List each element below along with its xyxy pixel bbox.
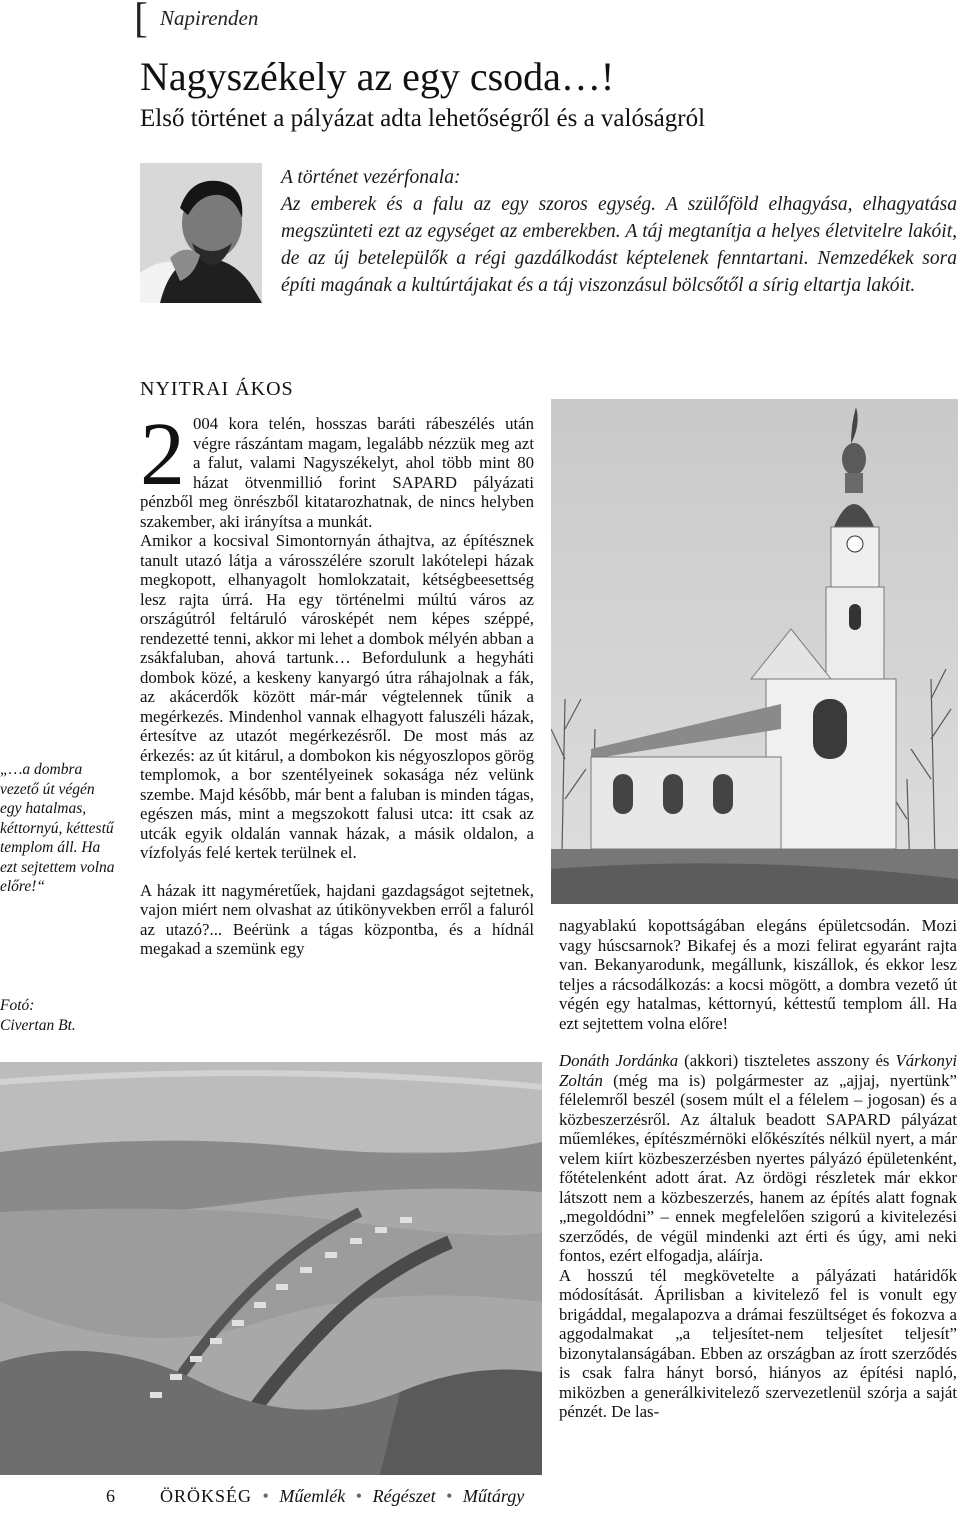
lead-heading: A történet vezérfonala: bbox=[281, 167, 461, 188]
paragraph-4: nagyablakú kopottságában elegáns épületcsodán. Mozi vagy húscsarnok? Bikafej és a mozi felirat egyaránt rajta van. Bekanyarodunk, megállunk, kiszállok, és ekkor lesz teljes a rácsodálkozás: a kocsi mögött, a dombra vezető út végén egy hatalmas, kéttornyú, kéttestű templom áll. Ha ezt sejtettem volna előre! bbox=[559, 916, 957, 1033]
photo-credit-label: Fotó: bbox=[0, 997, 35, 1014]
footer-section-3: Műtárgy bbox=[462, 1486, 525, 1506]
journal-footer bbox=[160, 1486, 524, 1507]
person-name: Donáth Jordánka bbox=[559, 1051, 679, 1070]
portrait-image bbox=[140, 163, 262, 303]
article-column-1 bbox=[140, 405, 534, 959]
aerial-image bbox=[0, 1062, 542, 1475]
lead-text: Az emberek és a falu az egy szoros egység. A szülőföld elhagyása, elhagyatása megszünteti ezt az egységet az emberekben. A táj megtanítja a helyes életvitelre lakóit, de az új betelepülők a régi gazdálkodást képtelenek fenntartani. Nemzedékek sora építi magának a kultúrtájakat és a táj viszonzásul bölcsőtől a sírig eltartja lakóit. bbox=[281, 194, 957, 296]
paragraph-2: Amikor a kocsival Simontornyán áthajtva, az építésznek tanult utazó látja a városszélére szorult lakótelepi házak megkopott, elhanyagolt homlokzatait, kétségbeesettség lesz rajta úrrá. Ha egy történelmi múltú város az országútról feltáruló városképét nem képes széppé, rendezetté tenni, akkor mi lehet a dombok mélyén abban a zsákfaluban, ahová tartunk… Befordulunk a hegyháti dombok közé, a keskeny kanyargó útra ráhajolnak a fák, az akácerdők között már-már végtelennek tűnik a megérkezés. Mindenhol vannak elhagyott faluszéli házak, értesítve az utazót megérkezésről. De most más az érkezés: az út kitárul, a dombokon kis négyoszlopos görög templomok, a bor szentélyeinek sokasága néz velünk szembe. Majd később, már bent a faluban is minden tágas, egészen más, mint a megszokott falusi utca: itt csak az utcák egyik oldalán vannak házak, a másik oldalon, a vízfolyás felé kertek terülnek el. bbox=[140, 531, 534, 862]
drop-cap: 2 bbox=[140, 405, 185, 504]
paragraph-1: 004 kora telén, hosszas baráti rábeszélés után végre rászántam magam, legalább nézzük meg azt a falut, valami Nagyszékelyt, ahol több mint 80 házat ötvenmillió forint SAPARD pályázati pénzből meg önrészből kitatarozhatnak, de nincs helyben szakember, aki irányítsa a munkát. bbox=[140, 414, 534, 531]
section-label: Napirenden bbox=[160, 6, 259, 30]
separator-dot: • bbox=[355, 1486, 363, 1506]
footer-section-1: Műemlék bbox=[279, 1486, 346, 1506]
photo-credit-name: Civertan Bt. bbox=[0, 1016, 76, 1034]
paragraph-6: A hosszú tél megkövetelte a pályázati határidők módosítását. Áprilisban a kivitelező fel is vonult egy brigáddal, megalapozva a drámai feszültséget és fokozva a aggodalmakat „a teljesítet-nem teljesítet teljesít” bizonytalanságában. Ebben az országban az írott szerződés is csak falra hányt borsó, hiányos az építési napló, miközben a generálkivitelező szervezetlenül szórja a saját pénzét. De las- bbox=[559, 1265, 957, 1421]
article-lead bbox=[281, 164, 957, 299]
article-subtitle: Első történet a pályázat adta lehetőségről és a valóságról bbox=[140, 105, 706, 132]
page-number: 6 bbox=[106, 1486, 115, 1506]
separator-dot: • bbox=[262, 1486, 269, 1506]
church-photo bbox=[551, 399, 958, 904]
photo-credit bbox=[0, 996, 120, 1035]
separator-dot: • bbox=[446, 1486, 453, 1506]
article-title: Nagyszékely az egy csoda…! bbox=[140, 54, 615, 99]
person-name: Várkonyi Zoltán bbox=[559, 1051, 957, 1090]
article-column-2 bbox=[559, 916, 957, 1422]
paragraph-3: A házak itt nagyméretűek, hajdani gazdagságot sejtetnek, vajon miért nem olvashat az útikönyvekben erről a faluról az utazó?... Beérünk a tágas központba, és a hídnál megakad a szemünk egy bbox=[140, 880, 534, 958]
section-bracket: [ bbox=[134, 0, 148, 42]
aerial-photo bbox=[0, 1062, 542, 1475]
author-name: NYITRAI ÁKOS bbox=[140, 378, 294, 400]
footer-section-2: Régészet bbox=[372, 1486, 436, 1506]
author-portrait bbox=[140, 163, 262, 303]
photo-caption: „…a dombra vezető út végén egy hatalmas, kéttornyú, kéttestű templom áll. Ha ezt sejtettem volna előre!“ bbox=[0, 761, 115, 895]
church-image bbox=[551, 399, 958, 904]
journal-name: ÖRÖKSÉG bbox=[160, 1486, 253, 1506]
paragraph-5: Donáth Jordánka (akkori) tiszteletes asszony és Várkonyi Zoltán (még ma is) polgármester az „ajjaj, nyertünk” félelemről beszél (sosem múlt el a félelem – jogosan) és a közbeszerzésről. Az általuk beadott SAPARD pályázat műemlékes, építészmérnöki előkészítés nélkül nyert, a már velem kiírt közbeszerzésben nyertes pályázó épületenként, főtételenként adott árat. Az ördögi részletek már ekkor látszott nem a közbeszerzés, hanem az építés alatt fognak „megoldódni” – ennek megfelelően szigorú a kivitelezési szerződés, de végül mindenki azt érti és úgy, ami neki fontos, ezért elfogadja, aláírja. bbox=[559, 1051, 957, 1265]
